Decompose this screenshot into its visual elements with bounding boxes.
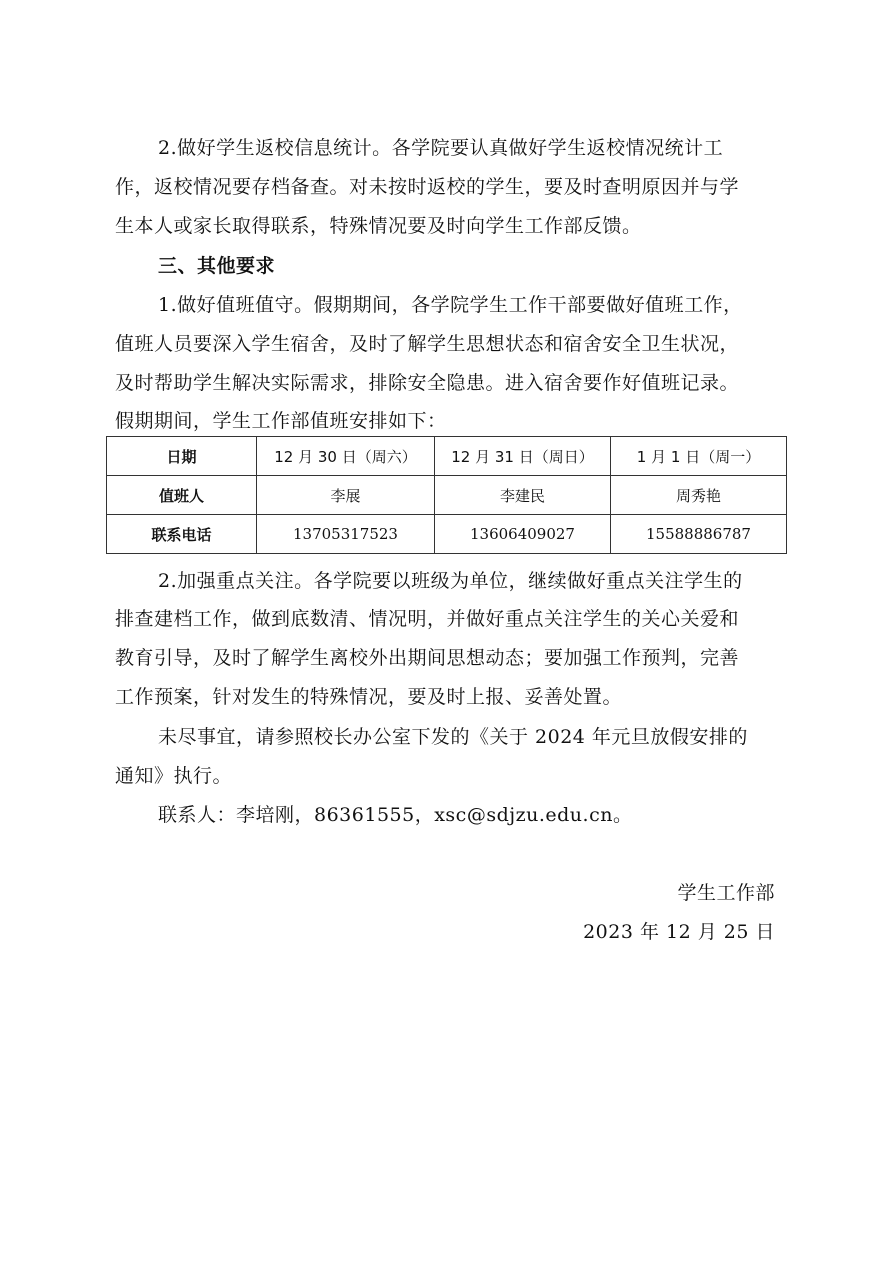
table-cell-phone-dec30: 13705317523	[257, 515, 435, 554]
paragraph-focus-line-4: 工作预案，针对发生的特殊情况，要及时上报、妥善处置。	[115, 686, 623, 708]
table-cell-duty-person-dec31: 李建民	[435, 476, 611, 515]
paragraph-duty-line-4: 假期期间，学生工作部值班安排如下：	[115, 410, 447, 432]
paragraph-return-statistics-line-2: 作，返校情况要存档备查。对未按时返校的学生，要及时查明原因并与学	[115, 176, 740, 198]
section-heading-other-requirements: 三、其他要求	[158, 255, 276, 277]
paragraph-duty-line-1: 1.做好值班值守。假期期间，各学院学生工作干部要做好值班工作，	[158, 294, 743, 316]
paragraph-duty-line-2: 值班人员要深入学生宿舍，及时了解学生思想状态和宿舍安全卫生状况，	[115, 333, 740, 355]
paragraph-return-statistics-line-3: 生本人或家长取得联系，特殊情况要及时向学生工作部反馈。	[115, 215, 642, 237]
table-cell-duty-person-dec30: 李展	[257, 476, 435, 515]
paragraph-focus-line-2: 排查建档工作，做到底数清、情况明，并做好重点关注学生的关心关爱和	[115, 608, 740, 630]
table-cell-phone-dec31: 13606409027	[435, 515, 611, 554]
paragraph-return-statistics-line-1: 2.做好学生返校信息统计。各学院要认真做好学生返校情况统计工	[158, 137, 724, 159]
paragraph-focus-line-3: 教育引导，及时了解学生离校外出期间思想动态；要加强工作预判，完善	[115, 647, 740, 669]
signature-department: 学生工作部	[677, 882, 775, 904]
paragraph-duty-line-3: 及时帮助学生解决实际需求，排除安全隐患。进入宿舍要作好值班记录。	[115, 372, 740, 394]
table-row-label-phone: 联系电话	[107, 515, 257, 554]
table-header-dec31: 12 月 31 日（周日）	[435, 437, 611, 476]
table-header-date: 日期	[107, 437, 257, 476]
contact-line: 联系人：李培刚，86361555，xsc@sdjzu.edu.cn。	[158, 804, 633, 826]
table-row	[107, 476, 787, 515]
table-row	[107, 515, 787, 554]
closing-note-line-1: 未尽事宜，请参照校长办公室下发的《关于 2024 年元旦放假安排的	[158, 726, 748, 748]
signature-date: 2023 年 12 月 25 日	[583, 921, 775, 943]
table-header-row	[107, 437, 787, 476]
table-cell-duty-person-jan1: 周秀艳	[611, 476, 787, 515]
table-cell-phone-jan1: 15588886787	[611, 515, 787, 554]
paragraph-focus-line-1: 2.加强重点关注。各学院要以班级为单位，继续做好重点关注学生的	[158, 570, 743, 592]
table-row-label-duty-person: 值班人	[107, 476, 257, 515]
duty-schedule-table	[106, 436, 787, 554]
table-header-dec30: 12 月 30 日（周六）	[257, 437, 435, 476]
table-header-jan1: 1 月 1 日（周一）	[611, 437, 787, 476]
closing-note-line-2: 通知》执行。	[115, 765, 233, 787]
